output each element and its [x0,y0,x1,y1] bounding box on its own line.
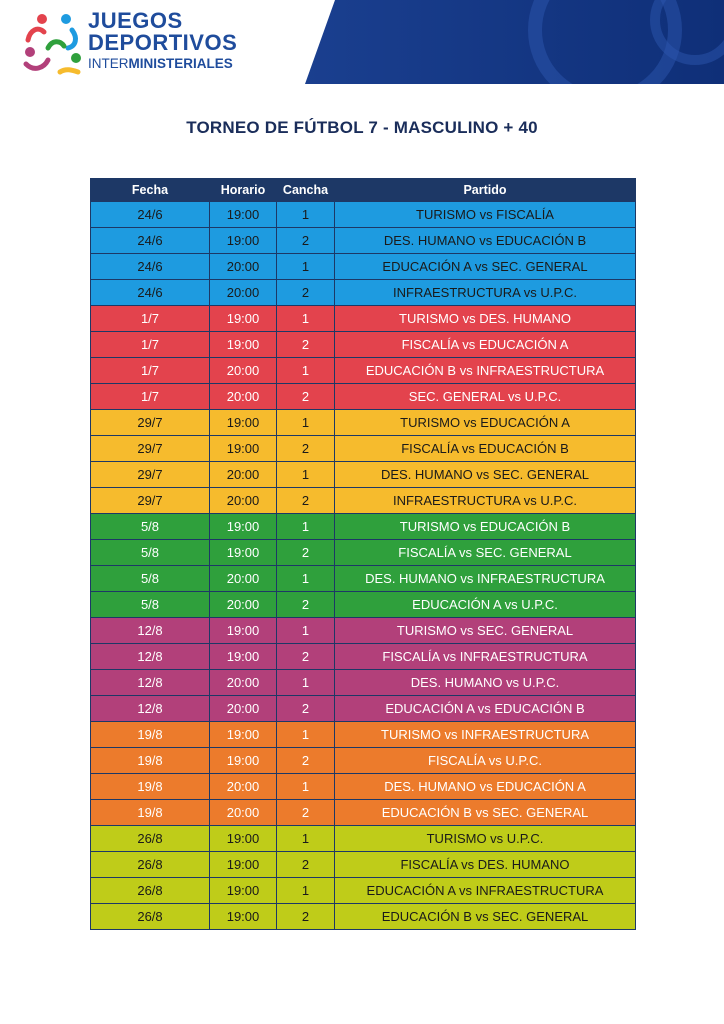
cell-horario: 19:00 [210,878,277,904]
cell-partido: TURISMO vs SEC. GENERAL [335,618,636,644]
cell-cancha: 2 [277,228,335,254]
cell-fecha: 5/8 [91,566,210,592]
cell-partido: FISCALÍA vs INFRAESTRUCTURA [335,644,636,670]
table-row [91,774,636,800]
cell-partido: TURISMO vs EDUCACIÓN B [335,514,636,540]
cell-horario: 20:00 [210,566,277,592]
cell-horario: 20:00 [210,462,277,488]
cell-partido: EDUCACIÓN A vs U.P.C. [335,592,636,618]
cell-partido: SEC. GENERAL vs U.P.C. [335,384,636,410]
table-row [91,384,636,410]
cell-fecha: 19/8 [91,800,210,826]
schedule-body [91,202,636,930]
table-row [91,332,636,358]
cell-partido: EDUCACIÓN A vs INFRAESTRUCTURA [335,878,636,904]
logo [20,10,260,76]
table-row [91,410,636,436]
table-row [91,904,636,930]
page-title: TORNEO DE FÚTBOL 7 - MASCULINO + 40 [186,118,538,137]
table-row [91,566,636,592]
cell-fecha: 1/7 [91,358,210,384]
cell-horario: 19:00 [210,722,277,748]
cell-cancha: 2 [277,488,335,514]
players-icon [20,10,86,76]
cell-fecha: 26/8 [91,904,210,930]
cell-horario: 19:00 [210,306,277,332]
cell-partido: DES. HUMANO vs INFRAESTRUCTURA [335,566,636,592]
table-row [91,800,636,826]
cell-cancha: 1 [277,774,335,800]
cell-cancha: 1 [277,410,335,436]
cell-fecha: 1/7 [91,384,210,410]
cell-fecha: 12/8 [91,670,210,696]
cell-cancha: 1 [277,618,335,644]
cell-fecha: 24/6 [91,228,210,254]
cell-fecha: 5/8 [91,592,210,618]
cell-cancha: 2 [277,800,335,826]
table-row [91,306,636,332]
logo-line-deportivos: DEPORTIVOS [88,30,238,55]
cell-horario: 20:00 [210,384,277,410]
cell-fecha: 26/8 [91,826,210,852]
header-fecha: Fecha [91,179,210,202]
header-banner [305,0,724,84]
cell-partido: EDUCACIÓN A vs SEC. GENERAL [335,254,636,280]
table-row [91,254,636,280]
cell-cancha: 1 [277,202,335,228]
cell-cancha: 1 [277,254,335,280]
cell-partido: TURISMO vs INFRAESTRUCTURA [335,722,636,748]
cell-horario: 19:00 [210,748,277,774]
table-row [91,748,636,774]
table-row [91,488,636,514]
cell-horario: 19:00 [210,202,277,228]
cell-fecha: 12/8 [91,644,210,670]
cell-cancha: 2 [277,592,335,618]
cell-partido: FISCALÍA vs EDUCACIÓN B [335,436,636,462]
table-row [91,540,636,566]
cell-partido: FISCALÍA vs SEC. GENERAL [335,540,636,566]
cell-partido: DES. HUMANO vs SEC. GENERAL [335,462,636,488]
cell-cancha: 2 [277,332,335,358]
cell-partido: TURISMO vs DES. HUMANO [335,306,636,332]
table-row [91,722,636,748]
cell-fecha: 19/8 [91,722,210,748]
cell-horario: 19:00 [210,644,277,670]
table-row [91,670,636,696]
header-cancha: Cancha [277,179,335,202]
table-row [91,514,636,540]
cell-fecha: 24/6 [91,280,210,306]
cell-horario: 20:00 [210,358,277,384]
cell-partido: DES. HUMANO vs EDUCACIÓN A [335,774,636,800]
logo-ministeriales: MINISTERIALES [128,56,233,71]
cell-fecha: 24/6 [91,254,210,280]
cell-cancha: 1 [277,462,335,488]
table-row [91,202,636,228]
cell-horario: 19:00 [210,228,277,254]
header-partido: Partido [335,179,636,202]
cell-partido: EDUCACIÓN B vs SEC. GENERAL [335,904,636,930]
table-row [91,592,636,618]
logo-inter: INTER [88,56,129,71]
cell-fecha: 24/6 [91,202,210,228]
cell-fecha: 12/8 [91,696,210,722]
cell-horario: 19:00 [210,852,277,878]
logo-line-interministeriales [88,56,237,72]
cell-cancha: 2 [277,384,335,410]
cell-partido: DES. HUMANO vs EDUCACIÓN B [335,228,636,254]
cell-fecha: 29/7 [91,410,210,436]
cell-fecha: 29/7 [91,462,210,488]
table-row [91,696,636,722]
cell-cancha: 1 [277,514,335,540]
cell-horario: 20:00 [210,774,277,800]
cell-horario: 19:00 [210,436,277,462]
cell-partido: INFRAESTRUCTURA vs U.P.C. [335,280,636,306]
cell-cancha: 2 [277,280,335,306]
table-row [91,462,636,488]
cell-horario: 20:00 [210,592,277,618]
cell-horario: 20:00 [210,254,277,280]
cell-partido: DES. HUMANO vs U.P.C. [335,670,636,696]
cell-fecha: 5/8 [91,540,210,566]
cell-partido: FISCALÍA vs DES. HUMANO [335,852,636,878]
table-header-row [91,179,636,202]
cell-horario: 19:00 [210,332,277,358]
cell-partido: TURISMO vs FISCALÍA [335,202,636,228]
cell-fecha: 5/8 [91,514,210,540]
cell-cancha: 1 [277,722,335,748]
table-row [91,228,636,254]
logo-text [88,10,237,72]
cell-fecha: 26/8 [91,878,210,904]
cell-cancha: 1 [277,358,335,384]
cell-horario: 20:00 [210,280,277,306]
table-row [91,878,636,904]
cell-fecha: 29/7 [91,488,210,514]
cell-cancha: 1 [277,670,335,696]
cell-horario: 19:00 [210,618,277,644]
cell-fecha: 19/8 [91,748,210,774]
cell-cancha: 2 [277,540,335,566]
cell-partido: TURISMO vs U.P.C. [335,826,636,852]
cell-horario: 19:00 [210,904,277,930]
cell-cancha: 2 [277,696,335,722]
cell-horario: 20:00 [210,488,277,514]
table-row [91,644,636,670]
cell-fecha: 1/7 [91,306,210,332]
header-horario: Horario [210,179,277,202]
cell-fecha: 26/8 [91,852,210,878]
cell-fecha: 12/8 [91,618,210,644]
table-row [91,358,636,384]
cell-partido: EDUCACIÓN A vs EDUCACIÓN B [335,696,636,722]
cell-horario: 19:00 [210,826,277,852]
cell-fecha: 1/7 [91,332,210,358]
table-row [91,436,636,462]
cell-partido: FISCALÍA vs U.P.C. [335,748,636,774]
table-row [91,826,636,852]
cell-cancha: 2 [277,436,335,462]
table-row [91,852,636,878]
cell-partido: TURISMO vs EDUCACIÓN A [335,410,636,436]
cell-cancha: 2 [277,904,335,930]
cell-cancha: 2 [277,748,335,774]
cell-partido: INFRAESTRUCTURA vs U.P.C. [335,488,636,514]
cell-horario: 19:00 [210,410,277,436]
cell-cancha: 1 [277,878,335,904]
schedule-table [90,178,636,930]
cell-partido: FISCALÍA vs EDUCACIÓN A [335,332,636,358]
table-row [91,280,636,306]
table-row [91,618,636,644]
cell-horario: 19:00 [210,514,277,540]
cell-fecha: 19/8 [91,774,210,800]
cell-partido: EDUCACIÓN B vs SEC. GENERAL [335,800,636,826]
cell-cancha: 1 [277,566,335,592]
cell-cancha: 1 [277,826,335,852]
cell-cancha: 1 [277,306,335,332]
logo-line-juegos: JUEGOS [88,8,183,33]
cell-cancha: 2 [277,644,335,670]
cell-horario: 20:00 [210,800,277,826]
cell-cancha: 2 [277,852,335,878]
cell-partido: EDUCACIÓN B vs INFRAESTRUCTURA [335,358,636,384]
cell-horario: 20:00 [210,696,277,722]
cell-horario: 20:00 [210,670,277,696]
cell-horario: 19:00 [210,540,277,566]
cell-fecha: 29/7 [91,436,210,462]
